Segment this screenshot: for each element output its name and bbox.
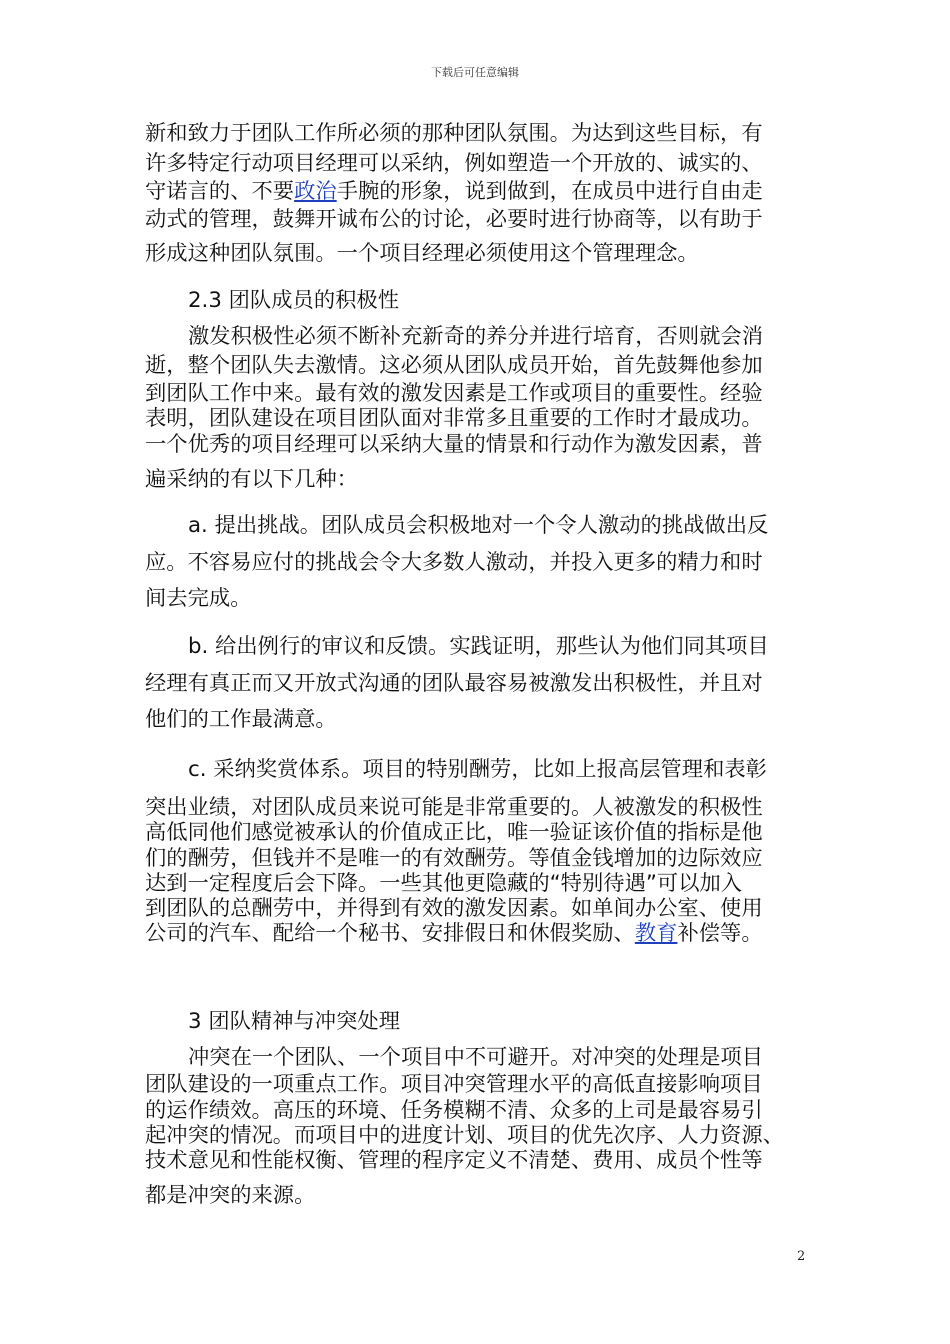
text-line: b. 给出例行的审议和反馈。实践证明，那些认为他们同其项目 (188, 634, 769, 659)
text-line: 到团队工作中来。最有效的激发因素是工作或项目的重要性。经验 (145, 381, 763, 406)
text-line: 都是冲突的来源。 (145, 1183, 316, 1208)
text-line: 间去完成。 (145, 586, 252, 611)
section-heading-2-3: 2.3 团队成员的积极性 (188, 288, 400, 313)
page-number: 2 (797, 1249, 806, 1264)
text-line: 遍采纳的有以下几种： (145, 467, 358, 492)
text-line: 逝，整个团队失去激情。这必须从团队成员开始，首先鼓舞他参加 (145, 353, 763, 378)
section-heading-3: 3 团队精神与冲突处理 (188, 1009, 400, 1034)
text-line (145, 919, 763, 949)
text-line: 动式的管理，鼓舞开诚布公的讨论，必要时进行协商等，以有助于 (145, 207, 763, 232)
text-line: 高低同他们感觉被承认的价值成正比，唯一验证该价值的指标是他 (145, 820, 763, 845)
text-line: a. 提出挑战。团队成员会积极地对一个令人激动的挑战做出反 (188, 513, 769, 538)
text-span: 公司的汽车、配给一个秘书、安排假日和休假奖励、 (145, 921, 635, 946)
text-line: 一个优秀的项目经理可以采纳大量的情景和行动作为激发因素，普 (145, 432, 763, 457)
politics-link[interactable]: 政治 (294, 179, 337, 204)
text-span: 手腕的形象，说到做到，在成员中进行自由走 (336, 179, 763, 204)
text-line: 起冲突的情况。而项目中的进度计划、项目的优先次序、人力资源、 (145, 1123, 784, 1148)
text-line: 应。不容易应付的挑战会令大多数人激动，并投入更多的精力和时 (145, 550, 763, 575)
text-line: 表明，团队建设在项目团队面对非常多且重要的工作时才最成功。 (145, 406, 763, 431)
text-line: 新和致力于团队工作所必须的那种团队氛围。为达到这些目标，有 (145, 121, 763, 146)
text-line: 冲突在一个团队、一个项目中不可避开。对冲突的处理是项目 (188, 1045, 764, 1070)
text-line: 到团队的总酬劳中，并得到有效的激发因素。如单间办公室、使用 (145, 896, 763, 921)
text-line: 的运作绩效。高压的环境、任务模糊不清、众多的上司是最容易引 (145, 1098, 763, 1123)
text-line: 突出业绩，对团队成员来说可能是非常重要的。人被激发的积极性 (145, 795, 763, 820)
text-line: 形成这种团队氛围。一个项目经理必须使用这个管理理念。 (145, 241, 699, 266)
text-line: c. 采纳奖赏体系。项目的特别酬劳，比如上报高层管理和表彰 (188, 757, 767, 782)
text-line: 团队建设的一项重点工作。项目冲突管理水平的高低直接影响项目 (145, 1072, 763, 1097)
text-line: 们的酬劳，但钱并不是唯一的有效酬劳。等值金钱增加的边际效应 (145, 846, 763, 871)
education-link[interactable]: 教育 (634, 921, 678, 946)
text-line: 达到一定程度后会下降。一些其他更隐藏的“特别待遇”可以加入 (145, 871, 743, 896)
text-span: 守诺言的、不要 (145, 179, 295, 204)
page-header: 下载后可任意编辑 (431, 66, 519, 79)
text-span: 补偿等。 (677, 921, 763, 946)
text-line: 他们的工作最满意。 (145, 707, 337, 732)
text-line: 技术意见和性能权衡、管理的程序定义不清楚、费用、成员个性等 (145, 1148, 763, 1173)
text-line (145, 177, 763, 207)
text-line: 激发积极性必须不断补充新奇的养分并进行培育，否则就会消 (188, 324, 764, 349)
text-line: 许多特定行动项目经理可以采纳，例如塑造一个开放的、诚实的、 (145, 151, 763, 176)
text-line: 经理有真正而又开放式沟通的团队最容易被激发出积极性，并且对 (145, 671, 763, 696)
